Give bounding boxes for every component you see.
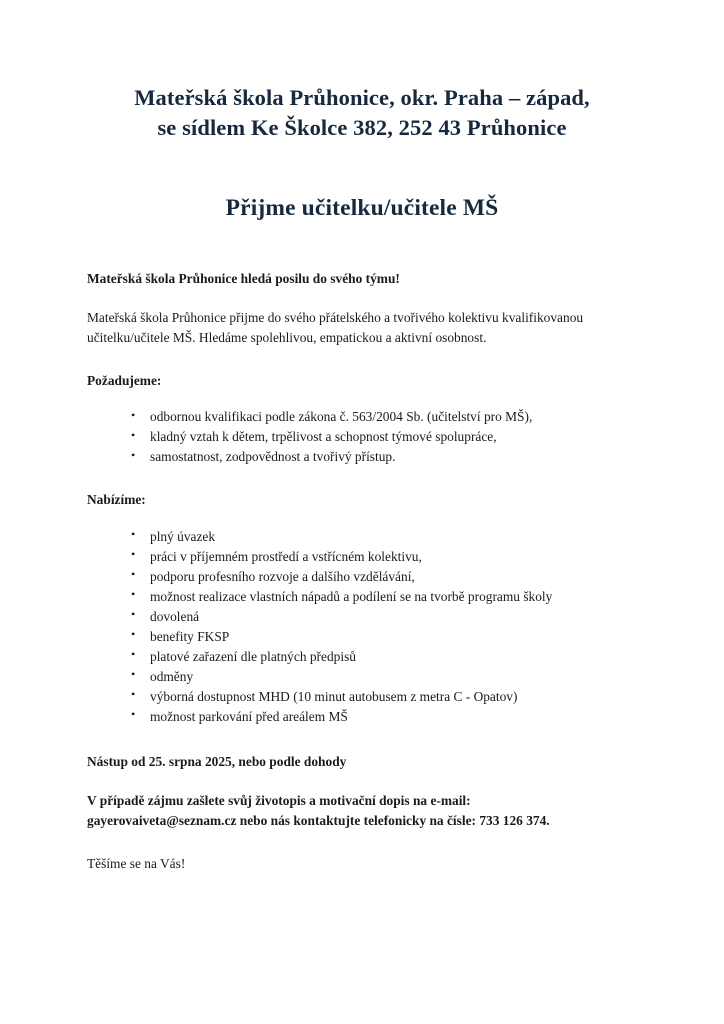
contact-separator-text: nebo nás kontaktujte telefonicky na čísle: <box>236 813 480 829</box>
contact-instructions: V případě zájmu zašlete svůj životopis a motivační dopis na e-mail: <box>87 793 471 809</box>
closing-line: Těšíme se na Vás! <box>87 855 186 871</box>
spacer <box>87 771 624 791</box>
school-name-line: Mateřská škola Průhonice, okr. Praha – západ, <box>134 85 590 110</box>
school-address-line: se sídlem Ke Školce 382, 252 43 Průhonice <box>157 114 567 140</box>
masthead <box>0 0 724 142</box>
requirements-list <box>87 407 624 467</box>
intro-lead: Mateřská škola Průhonice hledá posilu do svého týmu! <box>87 270 400 286</box>
contact-phone[interactable]: 733 126 374. <box>479 813 550 829</box>
list-item: • benefity FKSP <box>131 627 624 647</box>
offer-heading: Nabízíme: <box>87 492 146 508</box>
spacer <box>87 831 624 854</box>
spacer <box>87 727 624 752</box>
list-item: • možnost parkování před areálem MŠ <box>131 707 624 727</box>
list-item: • dovolená <box>131 607 624 627</box>
spacer <box>87 467 624 490</box>
list-item: • samostatnost, zodpovědnost a tvořivý přístup. <box>131 447 624 467</box>
spacer <box>87 390 624 407</box>
start-date: Nástup od 25. srpna 2025, nebo podle dohody <box>87 753 347 769</box>
list-item: • práci v příjemném prostředí a vstřícném kolektivu, <box>131 547 624 567</box>
intro-paragraph: Mateřská škola Průhonice přijme do svého přátelského a tvořivého kolektivu kvalifikovanou učitelku/učitele MŠ. Hledáme spolehlivou, empatickou a aktivní osobnost. <box>87 310 584 345</box>
list-item: • podporu profesního rozvoje a dalšího vzdělávání, <box>131 567 624 587</box>
contact-email[interactable]: gayerovaiveta@seznam.cz <box>87 813 237 829</box>
page-title: Přijme učitelku/učitele MŠ <box>225 195 499 222</box>
list-item: • platové zařazení dle platných předpisů <box>131 647 624 667</box>
requirements-heading: Požadujeme: <box>87 372 162 388</box>
contact-details <box>87 811 624 831</box>
list-item: • plný úvazek <box>131 527 624 547</box>
offer-list <box>87 527 624 727</box>
spacer <box>87 348 624 371</box>
list-item: • výborná dostupnost MHD (10 minut autobusem z metra C - Opatov) <box>131 687 624 707</box>
spacer <box>87 510 624 527</box>
list-item: • kladný vztah k dětem, trpělivost a schopnost týmové spolupráce, <box>131 427 624 447</box>
list-item: • odbornou kvalifikaci podle zákona č. 563/2004 Sb. (učitelství pro MŠ), <box>131 407 624 427</box>
list-item: • odměny <box>131 667 624 687</box>
list-item: • možnost realizace vlastních nápadů a podílení se na tvorbě programu školy <box>131 587 624 607</box>
document-body <box>0 269 724 874</box>
spacer <box>87 288 624 308</box>
